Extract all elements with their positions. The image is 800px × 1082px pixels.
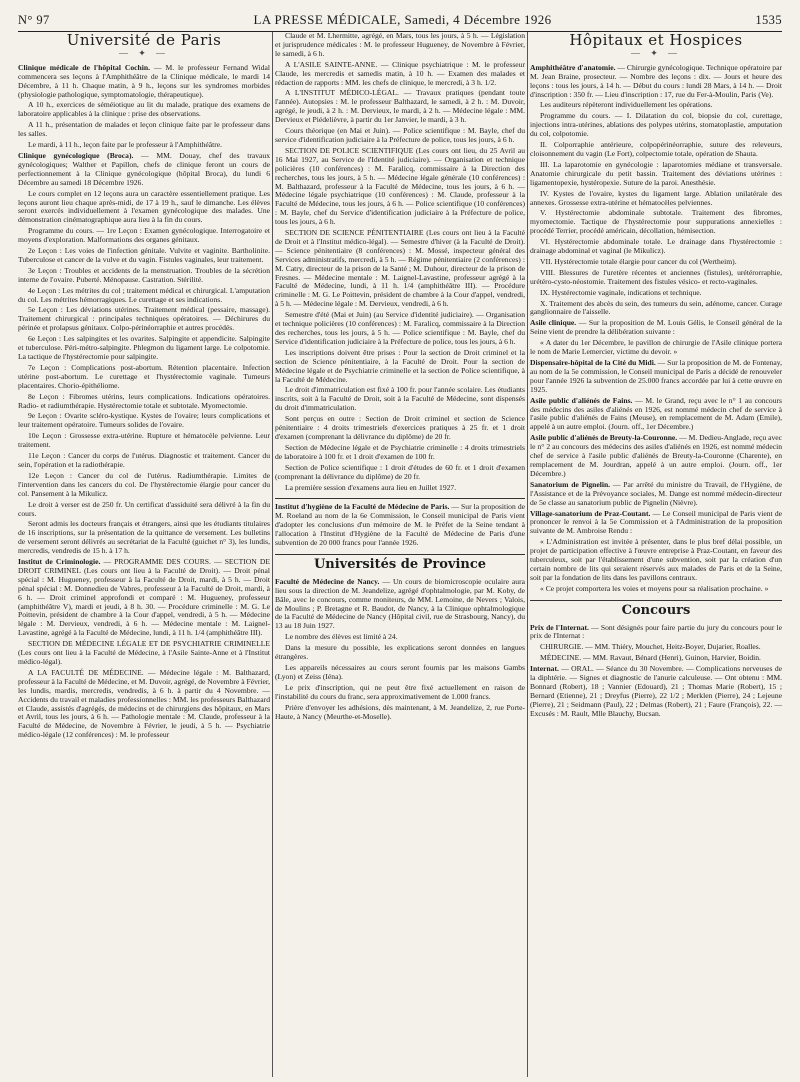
article-paragraph: [18, 267, 270, 285]
article-body: A LA FACULTÉ DE MÉDECINE. — Médecine légale : M. Balthazard, professeur à la Faculté de Médecine, et M. Duvoir, agrégé, de Novembre à Février, les lundis, mardis, mercredis, vendredis, à 6 h. à partir du 4 Novembre. — Accidents du travail et maladies professionnelles : MM. les professeurs Balthazard et Claude, assistés d'agrégés, de médecins et de chirurgiens des hôpitaux, en Mars et Avril, tous les jours, à 6 h. — Pathologie mentale : M. Claude, professeur à la Faculté de Médecine, de Novembre à Février, le jeudi, à 5 h. — Psychiatrie médico-légale (12 conférences) : M. le professeur: [18, 667, 270, 740]
article-title: Dispensaire-hôpital de la Cité du Midi.: [530, 358, 656, 367]
article-body: Le mardi, à 11 h., leçon faite par le professeur à l'Amphithéâtre.: [28, 140, 223, 150]
article-body: VI. Hystérectomie abdominale totale. Le drainage dans l'hystérectomie : drainage abdominal et vaginal (le Mikulicz).: [530, 237, 782, 256]
article-body: — Un cours de biomicroscopie oculaire aura lieu sous la direction de M. Jeandelize, agrégé d'ophtalmologie, par M. Koby, de Bâle, avec le concours, comme moniteurs, de MM. Lemoine, de Nevers ; Valois, de Moulins ; P. Bretagne et R. Baudot, de Nancy, à la Clinique ophtalmologique de la Faculté de Médecine de Nancy (Hôpital civil, rue de Strasbourg, Nancy), du 13 au 18 Juin 1927.: [275, 576, 525, 631]
article-body: IX. Hystérectomie vaginale, indications et technique.: [540, 287, 702, 297]
article-body: « A dater du 1er Décembre, le pavillon de chirurgie de l'Asile clinique portera le nom de Marie Lemercier, victime du devoir. »: [530, 338, 782, 357]
article-title: Amphithéâtre d'anatomie.: [530, 62, 616, 72]
journal-title: LA PRESSE MÉDICALE, Samedi, 4 Décembre 1926: [253, 12, 552, 27]
article-body: A L'INSTITUT MÉDICO-LÉGAL. — Travaux pratiques (pendant toute l'année). Autopsies : M. le professeur Balthazard, le samedi, à 2 h. : M. Duvoir, agrégé, le jeudi, à 2 h. : M. Dervieux, le mardi, à 2 h. — Médecine légale : MM. Dervieux et Piédelièvre, à partir du 1er Janvier, le mardi, à 3 h.: [275, 88, 525, 125]
article-paragraph: [18, 141, 270, 150]
article-paragraph: [530, 538, 782, 583]
article-paragraph: [275, 349, 525, 385]
article-paragraph: [530, 209, 782, 236]
article-body: III. La laparotomie en gynécologie : laparotomies médiane et transversale. Anatomie chirurgicale du petit bassin. Traitement des déviations utérines : ligamentopexie, hystéropexie. Suture de la paroi. Anesthésie.: [530, 159, 782, 187]
article-paragraph: [275, 633, 525, 642]
article-paragraph: [530, 339, 782, 357]
article-paragraph: [530, 101, 782, 110]
column-left: [18, 32, 270, 1077]
article-title: Faculté de Médecine de Nancy.: [275, 576, 380, 586]
article-body: « Ce projet comportera les voies et moyens pour sa réalisation prochaine. »: [540, 583, 769, 593]
article-body: « L'Administration est invitée à présenter, dans le plus bref délai possible, un projet de participation effective à l'œuvre entreprise à Praz-Coutant, en faveur des tuberculeux, soit par l'établissement d'une subvention, soit par la création d'un certain nombre de lits qui seraient réservés aux malades de Paris et de la Seine, soit par la fondation de lits dans les pavillons centraux.: [530, 537, 782, 582]
article-paragraph: [18, 558, 270, 638]
article-body: Dans la mesure du possible, les explications seront données en langues étrangères.: [275, 643, 525, 662]
article-paragraph: [18, 364, 270, 391]
article-paragraph: [18, 412, 270, 430]
article-paragraph: [275, 311, 525, 347]
article-paragraph: [530, 624, 782, 642]
article-body: — ORAL. — Séance du 30 Novembre. — Complications nerveuses de la diphtérie. — Signes et diagnostic de l'anurie calculeuse. — Ont obtenu : MM. Bonnard (Robert), 18 ; Vannier (Edouard), 21 ; Thomas Marie (Robert), 15 ; Bernard (Etienne), 21 ; Dreyfus (Pierre), 22 1/2 ; Merklen (Pierre), 24 ; Lejeune (Pierre), 21 ; Seidmann (Paul), 22 ; Delmas (Robert), 21 ; Faure (François), 22. — Excusés : M. Rault, Mlle Blauchy, Bucsan.: [530, 664, 782, 718]
article-paragraph: [530, 300, 782, 318]
article-paragraph: [18, 64, 270, 100]
article-body: 12e Leçon : Cancer du col de l'utérus. Radiumthérapie. Limites de l'intervention dans les cancers du col. De l'hystérectomie élargie pour cancer du col. Pansement à la Mikulicz.: [18, 470, 270, 498]
article-body: — Sur la proposition de M. Roeland au nom de la 6e Commission, le Conseil municipal de Paris vient d'adopter les conclusions d'un mémoire de M. le Préfet de la Seine tendant à l'allocation à l'Institut d'Hygiène de la Faculté de Médecine de Paris d'une subvention de 20 000 francs pour l'année 1926.: [275, 502, 525, 548]
article-body: Seront admis les docteurs français et étrangers, ainsi que les étudiants titulaires de 16 inscriptions, sur la présentation de la quittance de versement. Les bulletins de versement seront délivrés au secrétariat de la Faculté (guichet n° 3), les lundis, mercredis, vendredis de 15 h. à 17 h.: [18, 519, 270, 556]
article-paragraph: [530, 141, 782, 159]
article-box: [275, 498, 525, 555]
article-paragraph: [18, 247, 270, 265]
article-title: Clinique médicale de l'hôpital Cochin.: [18, 62, 150, 72]
article-body: Sont perçus en outre : Section de Droit criminel et section de Science pénitentiaire : 4 droits trimestriels d'exercices pratiques à 25 fr. et 1 droit d'examen (comprenant la délivrance du diplôme) de 20 fr.: [275, 414, 525, 441]
article-body: 5e Leçon : Les déviations utérines. Traitement médical (pessaire, massage). Traitement chirurgical : principales techniques opératoires. — Déchirures du périnée et prolapsus génitaux. Colpo-périnéorraphie et autres procédés.: [18, 305, 270, 333]
article-paragraph: [530, 665, 782, 718]
article-body: — Par arrêté du ministre du Travail, de l'Hygiène, de l'Assistance et de la Prévoyance sociales, M. Dange est nommé médecin-directeur de 5e classe au sanatorium public de Pignelin (Nièvre).: [530, 479, 782, 507]
article-body: — MM. Douay, chef des travaux gynécologiques; Walther et Papillon, chefs de clinique feront un cours de perfectionnement à la Clinique gynécologique (hôpital Broca), du lundi 6 Décembre au samedi 18 Décembre 1926.: [18, 150, 270, 187]
section-title-paris: Université de Paris: [66, 32, 222, 49]
article-body: VIII. Blessures de l'uretère récentes et anciennes (fistules), urétérorraphie, urétéro-cysto-néostomie. Traitement des fistules vésico- et recto-vaginales.: [530, 267, 782, 286]
article-body: Claude et M. Lhermitte, agrégé, en Mars, tous les jours, à 5 h. — Législation et jurisprudence médicales : M. le professeur Hugueney, de Novembre à Février, le samedi, à 6 h.: [275, 32, 525, 58]
article-paragraph: [275, 484, 525, 493]
article-paragraph: [275, 147, 525, 227]
article-paragraph: [530, 238, 782, 256]
ornament: — ✦ —: [118, 47, 170, 58]
article-paragraph: [530, 258, 782, 267]
article-body: A 10 h., exercices de séméiotique au lit du malade, pratique des examens de laboratoire applicables à la clinique : prise des observations.: [18, 100, 270, 119]
article-paragraph: [275, 229, 525, 309]
column-divider: [272, 32, 273, 1077]
article-body: Le nombre des élèves est limité à 24.: [285, 632, 398, 642]
article-body: 2e Leçon : Les voies de l'infection génitale. Vulvite et vaginite. Bartholinite. Tuberculose et cancer de la vulve et du vagin. Fistules vaginales, leur traitement.: [18, 246, 270, 264]
article-body: SECTION DE MÉDECINE LÉGALE ET DE PSYCHIATRIE CRIMINELLE (Les cours ont lieu à la Faculté de Médecine, à l'Asile Sainte-Anne et à l'Institut médico-légal).: [18, 639, 270, 666]
article-paragraph: [275, 444, 525, 462]
article-body: — Sur la proposition de M. Louis Gélis, le Conseil général de la Seine vient de prendre la délibération suivante :: [530, 318, 782, 337]
article-paragraph: [18, 227, 270, 245]
article-paragraph: [18, 520, 270, 556]
article-body: Section de Police scientifique : 1 droit d'études de 60 fr. et 1 droit d'examen (comprenant la délivrance du diplôme) de 20 fr.: [275, 462, 525, 481]
article-body: Programme du cours. — 1re Leçon : Examen gynécologique. Interrogatoire et moyens d'exploration. Malformations des organes génitaux.: [18, 226, 270, 245]
article-paragraph: [18, 101, 270, 119]
article-paragraph: [18, 287, 270, 305]
article-paragraph: [18, 432, 270, 450]
article-title: Prix de l'Internat.: [530, 622, 589, 632]
article-body: — M. le professeur Fernand Widal commencera ses leçons à l'Amphithéâtre de la Clinique médicale, le mardi 14 Décembre, à 11 h. Chaque matin, à 9 h., leçons sur les syndromes morbides (physiologie pathologique, symptomatologie, thérapeutique).: [18, 62, 270, 99]
article-paragraph: [18, 669, 270, 740]
article-paragraph: [18, 152, 270, 188]
article-paragraph: [275, 61, 525, 88]
article-list: [530, 64, 782, 594]
article-title: Asile public d'aliénés de Breuty-la-Couronne.: [530, 433, 678, 443]
article-paragraph: [275, 127, 525, 145]
article-body: Semestre d'été (Mai et Juin) (au Service d'identité judiciaire). — Organisation et technique policières (10 conférences) : M. Faralicq, commissaire à la Direction des recherches, tous les jours, à 5 h. — Police scientifique : M. Bayle, chef du Service d'identification judiciaire à la Préfecture de police, tous les jours, à 6 h.: [275, 310, 525, 346]
article-paragraph: [530, 319, 782, 337]
article-body: — Chirurgie gynécologique. Technique opératoire par M. Jean Braine, prosecteur. — Nombre des leçons : dix. — Jours et heure des leçons : tous les jours, à 14 h. — Début du cours : lundi 28 Mars, à 14 h. — Droit d'inscription : 350 fr. — Lieu d'inscription : 17, rue du Fer-à-Moulin, Paris (Ve).: [530, 62, 782, 99]
article-body: 7e Leçon : Complications post-abortum. Rétention placentaire. Infection utérine post-abortum. Le curettage et l'hystérectomie vaginale. Tumeurs placentaires. Chorio-épithéliome.: [18, 362, 270, 390]
article-body: MÉDECINE. — MM. Ravaut, Bénard (Henri), Guinon, Harvier, Boidin.: [540, 653, 761, 663]
article-paragraph: [530, 397, 782, 433]
article-body: Les inscriptions doivent être prises : Pour la section de Droit criminel et la section de Science pénitentiaire, à la Faculté de Droit. Pour la section de Médecine légale et de Psychiatrie criminelle et la section de Police scientifique, à la Faculté de Médecine.: [275, 347, 525, 384]
article-body: Le droit d'immatriculation est fixé à 100 fr. pour l'année scolaire. Les étudiants inscrits, soit à la Faculté de Droit, soit à la Faculté de Médecine, sont dispensés du droit d'immatriculation.: [275, 385, 525, 413]
article-body: II. Colporraphie antérieure, colpopérinéorraphie, suture des releveurs, cloisonnement du vagin (Le Fort), colpectomie totale, opération de Shauta.: [530, 140, 782, 158]
article-paragraph: [275, 684, 525, 702]
article-body: La première session d'examens aura lieu en Juillet 1927.: [285, 482, 457, 492]
article-paragraph: [530, 654, 782, 663]
article-paragraph: [530, 190, 782, 208]
column-divider: [527, 32, 528, 1077]
article-paragraph: [18, 306, 270, 333]
article-body: Le prix d'inscription, qui ne peut être fixé actuellement en raison de l'instabilité du cours du franc, sera approximativement de 1.000 francs.: [275, 682, 525, 701]
article-paragraph: [275, 664, 525, 682]
article-paragraph: [275, 89, 525, 125]
article-body: — M. Dedieu-Anglade, reçu avec le n° 2 au concours des médecins des asiles d'aliénés en 1926, est nommé médecin chef de service à l'asile public d'aliénés de Breuty-la-Couronne (Charente), en remplacement de M. Jourdran, appelé à un autre emploi. (Journ. off., 1er Décembre.): [530, 433, 782, 478]
page-header: [18, 6, 782, 32]
article-body: 11e Leçon : Cancer du corps de l'utérus. Diagnostic et traitement. Cancer du sein, l'opération et la radiothérapie.: [18, 451, 270, 469]
article-paragraph: [530, 64, 782, 100]
article-paragraph: [18, 472, 270, 499]
article-body: 10e Leçon : Grossesse extra-utérine. Rupture et hématocèle pelvienne. Leur traitement.: [18, 431, 270, 450]
page-number: 1535: [755, 13, 782, 27]
article-paragraph: [275, 704, 525, 722]
article-body: — PROGRAMME DES COURS. — SECTION DE DROIT CRIMINEL (Les cours ont lieu à la Faculté de Droit). — Droit pénal spécial : M. Hugueney, professeur à la Faculté de Droit, mardi, à 5 h. — Droit pénal spécial : M. Donnedieu de Vabres, professeur à la Faculté de Droit, mardi, à 6 h. — Droit criminel approfondi et comparé : M. Hugueney, professeur (amphithéâtre V), mardi et jeudi, à 8 h. 30. — Procédure criminelle : M. G. Le Poittevin, président de chambre à la Cour d'appel, vendredi, à 5 h. — Médecine légale : M. Dervieux, vendredi, à 6 h. — Médecine mentale : M. Laignel-Lavastine, agrégé à la Faculté de Médecine, lundi, à 11 h. 1/4 (amphithéâtre III).: [18, 557, 270, 638]
divider: [530, 600, 782, 601]
article-body: Cours théorique (en Mai et Juin). — Police scientifique : M. Bayle, chef du service d'identification judiciaire à la Préfecture de police, tous les jours, à 6 h.: [275, 126, 525, 144]
article-title: Institut d'hygiène de la Faculté de Médecine de Paris.: [275, 502, 450, 512]
article-body: Section de Médecine légale et de Psychiatrie criminelle : 4 droits trimestriels de laboratoire à 100 fr. et 1 droit d'examen de 100 fr.: [275, 442, 525, 461]
section-title-concours: Concours: [621, 602, 691, 618]
article-paragraph: [530, 112, 782, 139]
article-paragraph: [18, 640, 270, 667]
article-paragraph: [18, 501, 270, 519]
article-body: 6e Leçon : Les salpingites et les ovarites. Salpingite et appendicite. Salpingite et tuberculose. Péri-métro-salpingite. Phlegmon du ligament large. Le colpotomie. La tactique de l'hystérectomie pour salpingite.: [18, 334, 270, 361]
article-paragraph: [275, 503, 525, 548]
article-body: SECTION DE POLICE SCIENTIFIQUE (Les cours ont lieu, du 25 Avril au 16 Mai 1927, au Service de l'Identité judiciaire). — Organisation et technique policières (10 conférences) : M. Faralicq, commissaire à la Direction des recherches, tous les jours, à 5 h. — Médecine légale générale (10 conférences) : M. Balthazard, professeur à la Faculté de Médecine, tous les jours, à 6 h. — Médecine légale psychiatrique (10 conférences) : M. Claude, professeur à la Faculté de Médecine, tous les jours, à 6 h. — Police scientifique (10 conférences) : M. Bayle, chef du Service d'identification judiciaire à la Préfecture de police, tous les jours, à 6 h.: [275, 145, 525, 227]
article-body: A L'ASILE SAINTE-ANNE. — Clinique psychiatrique : M. le professeur Claude, les mercredis et samedis matin, à 10 h. — Examen des malades et rédaction de rapports : MM. les chefs de clinique, le mercredi, à 3 h. 1/2.: [275, 59, 525, 87]
article-body: — Le Conseil municipal de Paris vient de prononcer le renvoi à la 5e Commission et à l'Administration de la proposition suivante de M. Ambroise Rendu :: [530, 508, 782, 536]
article-paragraph: [275, 32, 525, 59]
article-body: Prière d'envoyer les adhésions, dès maintenant, à M. Jeandelize, 2, rue Porte-Haute, à Nancy (Meurthe-et-Moselle).: [275, 702, 525, 721]
article-body: Programme du cours. — I. Dilatation du col, biopsie du col, curettage, injections intra-utérines, ablations des polypes utérins, stomatoplastie, amputation du col, colpotomie.: [530, 111, 782, 139]
column-right: [530, 32, 782, 1077]
article-body: Les auditeurs répèteront individuellement les opérations.: [540, 100, 713, 110]
article-body: Le droit à verser est de 250 fr. Un certificat d'assiduité sera délivré à la fin du cours.: [18, 499, 270, 518]
article-title: Asile clinique.: [530, 318, 577, 328]
article-body: — Sur la proposition de M. de Fontenay, au nom de la 5e commission, le Conseil municipal de Paris a décidé de renouveler pour l'année 1926 la subvention de 25.000 francs accordée par lui à cette œuvre en 1925.: [530, 358, 782, 394]
article-paragraph: [18, 335, 270, 362]
article-body: 9e Leçon : Ovarite scléro-kystique. Kystes de l'ovaire; leurs complications et leur traitement opératoire. Tumeurs solides de l'ovaire.: [18, 411, 270, 430]
article-body: A 11 h., présentation de malades et leçon clinique faite par le professeur dans les salles.: [18, 120, 270, 139]
article-list: [275, 32, 525, 492]
article-title: Clinique gynécologique (Broca).: [18, 150, 134, 160]
section-title-hopitaux: Hôpitaux et Hospices: [569, 32, 743, 49]
article-paragraph: [275, 644, 525, 662]
article-paragraph: [275, 415, 525, 442]
article-body: V. Hystérectomie abdominale subtotale. Traitement des fibromes, myomectomie. Tactique de l'hystérectomie pour suppurations annexielles : procédé Terrier, procédé américain, décollation, hémisection.: [530, 208, 782, 236]
article-paragraph: [18, 452, 270, 470]
article-paragraph: [530, 359, 782, 395]
article-paragraph: [530, 585, 782, 594]
article-body: IV. Kystes de l'ovaire, kystes du ligament large. Ablation unilatérale des annexes. Grossesse extra-utérine et hématocèles pelviennes.: [530, 188, 782, 207]
article-title: Institut de Criminologie.: [18, 557, 101, 567]
article-paragraph: [530, 434, 782, 479]
article-body: — M. le Grand, reçu avec le n° 1 au concours des médecins des asiles d'aliénés en 1926, est nommé médecin chef de service à l'asile public d'aliénés de Fains (Meuse), en remplacement de M. Adam (Emile), appelé à un autre emploi. (Journ. off., 1er Décembre.): [530, 395, 782, 432]
article-body: Les appareils nécessaires au cours seront fournis par les maisons Gambs (Lyon) et Zeiss (Iéna).: [275, 663, 525, 681]
column-middle: [275, 32, 525, 1077]
article-paragraph: [18, 190, 270, 226]
article-paragraph: [18, 393, 270, 411]
article-title: Sanatorium de Pignelin.: [530, 479, 611, 489]
article-body: 8e Leçon : Fibromes utérins, leurs complications. Indications opératoires. Radio- et radiumthérapie. Hystérectomie totale et subtotale. Myomectomie.: [18, 391, 270, 410]
article-body: 4e Leçon : Les métrites du col ; traitement médical et chirurgical. L'amputation du col. Les métrites hémorragiques. Le curettage et ses indications.: [18, 285, 270, 304]
article-body: VII. Hystérectomie totale élargie pour cancer du col (Wertheim).: [540, 256, 737, 266]
article-body: Le cours complet en 12 leçons aura un caractère essentiellement pratique. Les leçons auront lieu chaque après-midi, de 17 à 19 h., sauf le dimanche. Les élèves seront exercés individuellement à l'examen gynécologique des malades. Une démonstration cinématographique aura lieu à la fin du cours.: [18, 188, 270, 225]
article-paragraph: [275, 578, 525, 631]
article-paragraph: [530, 269, 782, 287]
article-body: 3e Leçon : Troubles et accidents de la menstruation. Troubles de la sécrétion interne de l'ovaire. Puberté. Ménopause. Castration. Stérilité.: [18, 265, 270, 284]
issue-number: N° 97: [18, 13, 50, 27]
article-paragraph: [275, 386, 525, 413]
ornament: — ✦ —: [630, 47, 682, 58]
article-paragraph: [275, 464, 525, 482]
article-list: [18, 64, 270, 740]
article-paragraph: [530, 510, 782, 537]
article-paragraph: [530, 643, 782, 652]
article-title: Village-sanatorium de Praz-Coutant.: [530, 508, 651, 518]
article-body: — Sont désignés pour faire partie du jury du concours pour le prix de l'Internat :: [530, 622, 782, 641]
section-title-province: Universités de Province: [313, 556, 487, 572]
article-list: [275, 578, 525, 722]
article-body: SECTION DE SCIENCE PÉNITENTIAIRE (Les cours ont lieu à la Faculté de Droit et à l'Institut médico-légal). — Semestre d'hiver (à la Faculté de Droit). — Science pénitentiaire (8 conférences) : M. Mossé, inspecteur général des Services administratifs, mercredi, à 5 h. — Régime pénitentiaire (2 conférences) : M. Catry, directeur de la prison de la Santé ; M. Duhour, directeur de la prison de Fresnes. — Médecine mentale : M. Laignel-Lavastine, professeur agrégé à la Faculté de Médecine, lundi, à 11 h. 1/4 (amphithéâtre III). — Procédure criminelle : M. G. Le Poittevin, président de chambre à la Cour d'appel, vendredi, à 5 h. — Médecine légale : M. Dervieux, vendredi, à 6 h.: [275, 228, 525, 309]
article-body: CHIRURGIE. — MM. Thiéry, Mouchet, Heitz-Boyer, Dujarier, Roalles.: [540, 642, 761, 652]
article-paragraph: [530, 481, 782, 508]
article-paragraph: [18, 121, 270, 139]
article-list: [530, 624, 782, 719]
article-paragraph: [530, 161, 782, 188]
article-title: Asile public d'aliénés de Fains.: [530, 395, 633, 405]
article-body: X. Traitement des abcès du sein, des tumeurs du sein, adénome, cancer. Curage ganglionnaire de l'aisselle.: [530, 298, 782, 317]
article-paragraph: [530, 289, 782, 298]
article-title: Internat.: [530, 664, 559, 674]
